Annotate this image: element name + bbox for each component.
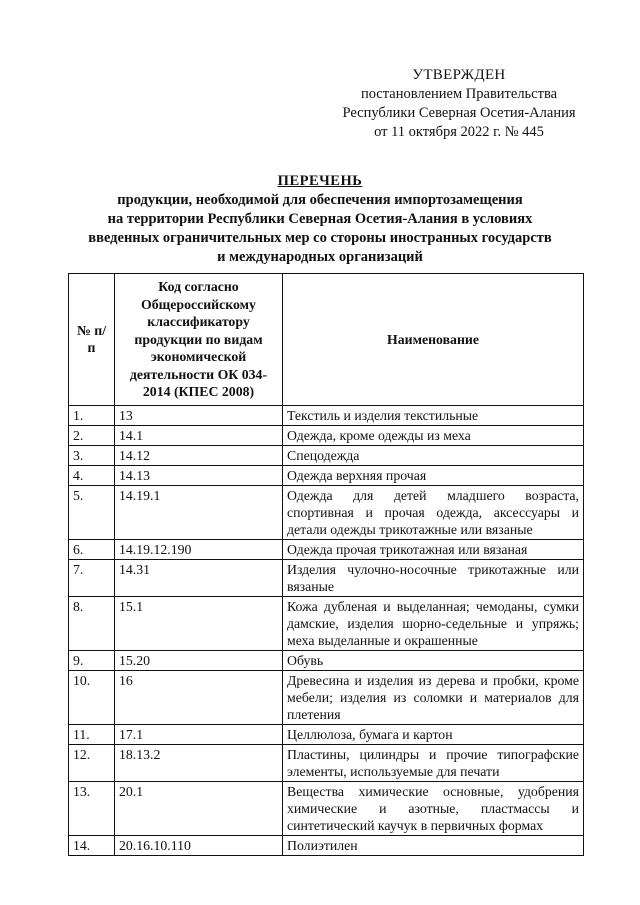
cell-code: 15.1 — [115, 596, 283, 650]
cell-name: Обувь — [283, 650, 584, 670]
title-line-3: введенных ограничительных мер со стороны иностранных государств — [88, 230, 552, 246]
table-row — [69, 650, 584, 670]
table-row — [69, 724, 584, 744]
cell-name: Пластины, цилиндры и прочие типографские элементы, используемые для печати — [283, 744, 584, 781]
cell-code: 20.16.10.110 — [115, 835, 283, 855]
cell-num: 14. — [69, 835, 115, 855]
table-row — [69, 670, 584, 724]
cell-code: 20.1 — [115, 781, 283, 835]
table-row — [69, 781, 584, 835]
table-row — [69, 835, 584, 855]
header-num: № п/п — [69, 274, 115, 406]
table-row — [69, 744, 584, 781]
cell-num: 11. — [69, 724, 115, 744]
cell-num: 9. — [69, 650, 115, 670]
approval-line-republic: Республики Северная Осетия-Алания — [342, 105, 576, 121]
title-line-1: продукции, необходимой для обеспечения импортозамещения — [117, 192, 523, 208]
cell-name: Целлюлоза, бумага и картон — [283, 724, 584, 744]
table-row — [69, 559, 584, 596]
cell-num: 13. — [69, 781, 115, 835]
cell-name: Одежда для детей младшего возраста, спортивная и прочая одежда, аксессуары и детали одежды трикотажные или вязаные — [283, 485, 584, 539]
table-row — [69, 425, 584, 445]
table-row — [69, 596, 584, 650]
cell-name: Текстиль и изделия текстильные — [283, 405, 584, 425]
cell-name: Одежда, кроме одежды из меха — [283, 425, 584, 445]
cell-code: 14.13 — [115, 465, 283, 485]
cell-num: 4. — [69, 465, 115, 485]
cell-num: 10. — [69, 670, 115, 724]
table-row — [69, 405, 584, 425]
cell-name: Древесина и изделия из дерева и пробки, кроме мебели; изделия из соломки и материалов для плетения — [283, 670, 584, 724]
cell-code: 15.20 — [115, 650, 283, 670]
cell-code: 14.31 — [115, 559, 283, 596]
cell-code: 16 — [115, 670, 283, 724]
cell-code: 14.1 — [115, 425, 283, 445]
table-row — [69, 485, 584, 539]
title-line-4: и международных организаций — [217, 249, 423, 265]
cell-name: Кожа дубленая и выделанная; чемоданы, сумки дамские, изделия шорно-седельные и упряжь; меха выделанные и окрашенные — [283, 596, 584, 650]
title-line-2: на территории Республики Северная Осетия-Алания в условиях — [107, 211, 533, 227]
title-main: ПЕРЕЧЕНЬ — [277, 173, 363, 189]
cell-name: Полиэтилен — [283, 835, 584, 855]
cell-code: 13 — [115, 405, 283, 425]
cell-num: 7. — [69, 559, 115, 596]
cell-name: Одежда верхняя прочая — [283, 465, 584, 485]
cell-name: Одежда прочая трикотажная или вязаная — [283, 539, 584, 559]
document-title — [40, 172, 600, 267]
products-table — [68, 273, 584, 856]
cell-num: 1. — [69, 405, 115, 425]
table-row — [69, 445, 584, 465]
cell-name: Изделия чулочно-носочные трикотажные или вязаные — [283, 559, 584, 596]
cell-num: 3. — [69, 445, 115, 465]
cell-code: 17.1 — [115, 724, 283, 744]
cell-code: 14.19.12.190 — [115, 539, 283, 559]
cell-code: 14.12 — [115, 445, 283, 465]
approval-heading: УТВЕРЖДЕН — [412, 67, 506, 83]
cell-name: Вещества химические основные, удобрения химические и азотные, пластмассы и синтетический каучук в первичных формах — [283, 781, 584, 835]
header-name: Наименование — [283, 274, 584, 406]
cell-code: 14.19.1 — [115, 485, 283, 539]
cell-num: 8. — [69, 596, 115, 650]
approval-line-date: от 11 октября 2022 г. № 445 — [374, 124, 544, 140]
cell-num: 6. — [69, 539, 115, 559]
table-row — [69, 465, 584, 485]
cell-num: 12. — [69, 744, 115, 781]
header-code: Код согласно Общероссийскому классификатору продукции по видам экономической деятельности ОК 034-2014 (КПЕС 2008) — [115, 274, 283, 406]
approval-stamp — [318, 66, 600, 142]
approval-line-decree: постановлением Правительства — [360, 86, 558, 102]
cell-name: Спецодежда — [283, 445, 584, 465]
cell-num: 5. — [69, 485, 115, 539]
table-header-row — [69, 274, 584, 406]
cell-code: 18.13.2 — [115, 744, 283, 781]
table-row — [69, 539, 584, 559]
cell-num: 2. — [69, 425, 115, 445]
